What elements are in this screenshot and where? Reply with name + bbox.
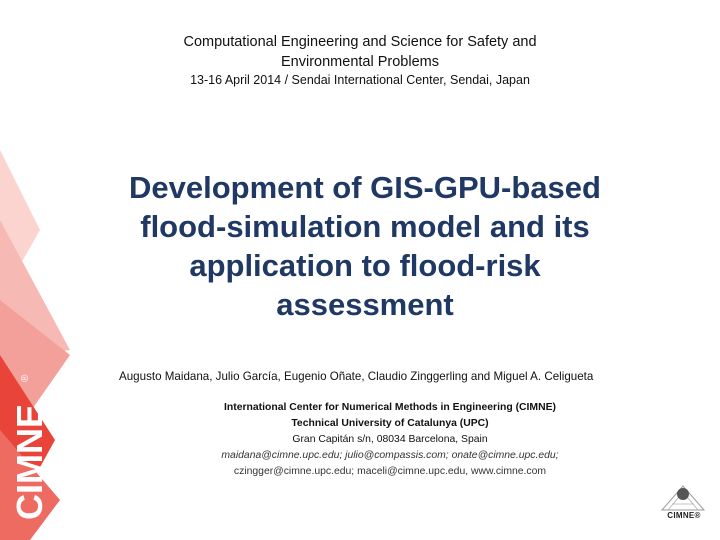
title-line1: Development of GIS-GPU-based xyxy=(129,170,601,205)
affiliation-emails-line1: maidana@cimne.upc.edu; julio@compassis.com; onate@cimne.upc.edu; xyxy=(221,450,559,461)
affiliation-emails-line2: czingger@cimne.upc.edu; maceli@cimne.upc.edu, www.cimne.com xyxy=(233,466,547,477)
cimne-logo-text: CIMNE xyxy=(9,404,50,520)
conference-title-line2: Environmental Problems xyxy=(281,54,439,70)
conference-date-venue: 13-16 April 2014 / Sendai International Center, Sendai, Japan xyxy=(190,73,530,87)
title-line4: assessment xyxy=(276,287,454,322)
cimne-corner-logo-text: CIMNE® xyxy=(667,511,701,520)
affiliation-university: Technical University of Catalunya (UPC) xyxy=(291,418,489,429)
conference-title-line1: Computational Engineering and Science for Safety and xyxy=(183,34,537,50)
presentation-title xyxy=(110,168,620,324)
title-line2: flood-simulation model and its xyxy=(140,209,590,244)
conference-title xyxy=(0,32,720,72)
title-line3: application to flood-risk xyxy=(189,248,541,283)
cimne-vertical-logo xyxy=(0,360,50,530)
affiliation-center: International Center for Numerical Methods in Engineering (CIMNE) xyxy=(224,402,556,413)
affiliation-address: Gran Capitán s/n, 08034 Barcelona, Spain xyxy=(292,434,488,445)
authors: Augusto Maidana, Julio García, Eugenio Oñate, Claudio Zinggerling and Miguel A. Celigueta xyxy=(119,370,594,383)
cimne-logo-mark: ® xyxy=(20,374,31,382)
affiliation-block xyxy=(130,400,650,480)
